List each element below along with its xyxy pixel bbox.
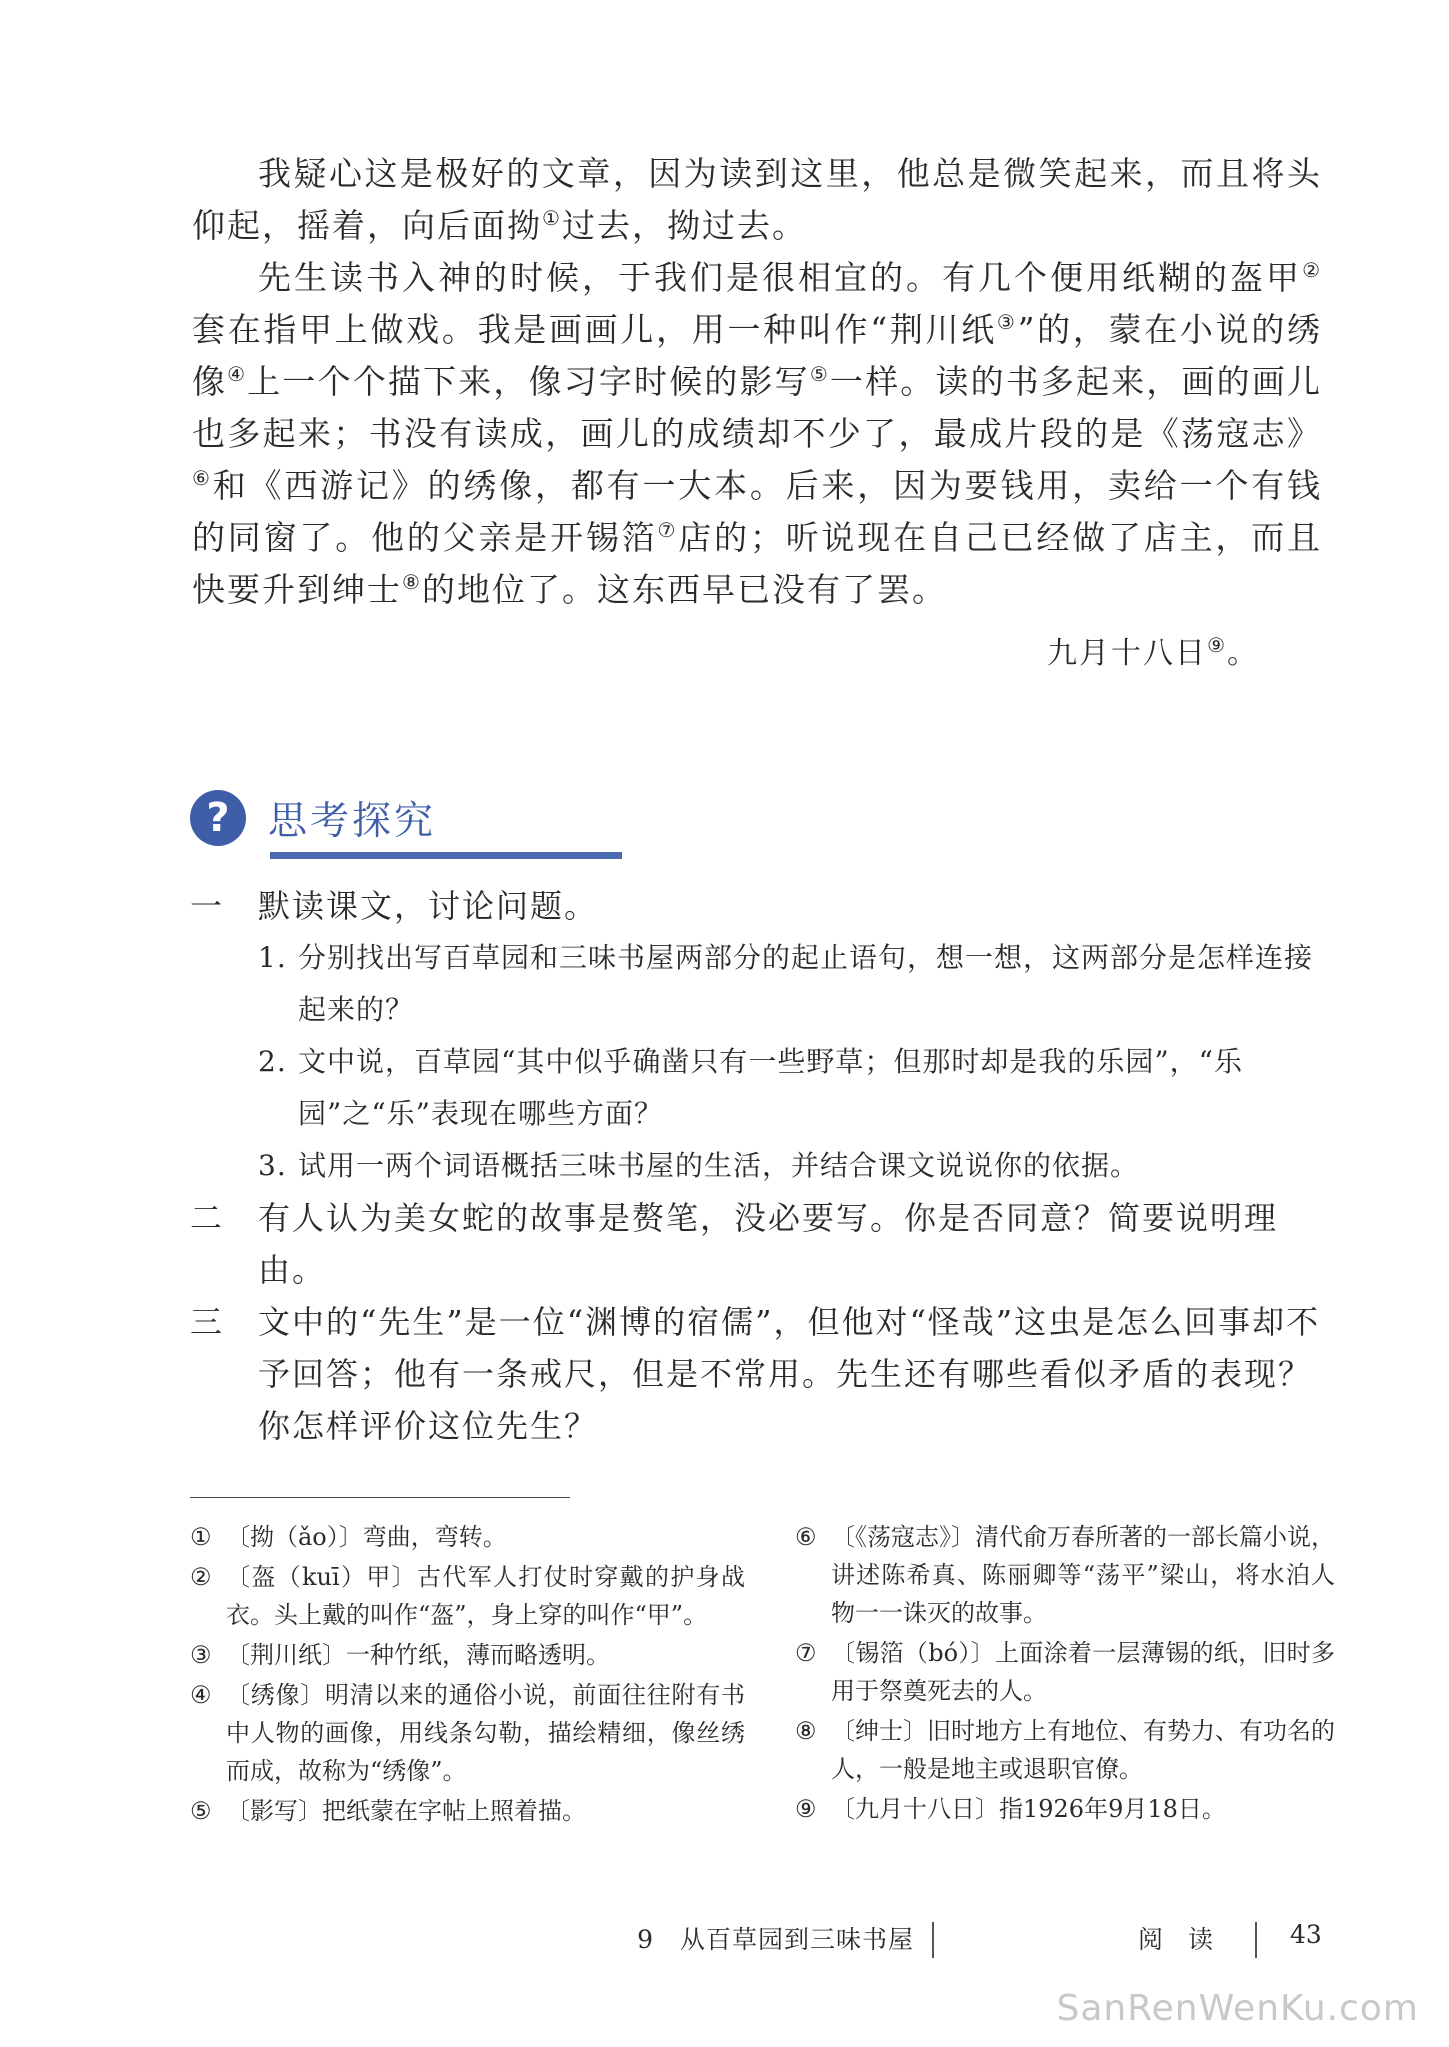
footnote-text: 〔拗（ǎo）〕弯曲，弯转。 xyxy=(226,1523,507,1551)
section-underline xyxy=(270,852,622,859)
footnote-marker[interactable]: ⑤ xyxy=(809,362,830,386)
footnote-text: 〔荆川纸〕一种竹纸，薄而略透明。 xyxy=(226,1641,610,1669)
question-icon: ? xyxy=(190,790,246,846)
footnote xyxy=(795,1712,1335,1788)
footnote-text: 〔绣像〕明清以来的通俗小说，前面往往附有书中人物的画像，用线条勾勒，描绘精细，像丝绣而成，故称为“绣像”。 xyxy=(226,1681,745,1785)
footnote-number: ⑥ xyxy=(795,1523,817,1551)
sub-question xyxy=(190,1140,1330,1192)
text-segment: 套在指甲上做戏。我是画画儿，用一种叫作“荆川纸 xyxy=(192,310,997,349)
text-segment: 先生读书入神的时候，于我们是很相宜的。有几个便用纸糊的盔甲 xyxy=(258,258,1303,297)
question-number: 三 xyxy=(190,1303,225,1341)
footnote-number: ⑨ xyxy=(795,1795,817,1823)
footnote-number: ① xyxy=(190,1523,212,1551)
sub-question-text: 试用一两个词语概括三味书屋的生活，并结合课文说说你的依据。 xyxy=(298,1149,1140,1182)
page-number: 43 xyxy=(1290,1920,1322,1949)
footnote-marker[interactable]: ⑧ xyxy=(402,570,422,594)
footnote-marker[interactable]: ② xyxy=(1302,258,1322,282)
footnote-number: ⑧ xyxy=(795,1717,817,1745)
footnote xyxy=(795,1790,1335,1828)
question-text: 有人认为美女蛇的故事是赘笔，没必要写。你是否同意？简要说明理由。 xyxy=(258,1199,1279,1289)
footnote-text: 〔九月十八日〕指1926年9月18日。 xyxy=(831,1795,1226,1823)
paragraph xyxy=(192,148,1322,252)
footer-separator xyxy=(932,1922,934,1958)
text-segment: 店的；听说现在自己已经做了店主，而且快要升到绅士 xyxy=(192,518,1323,609)
footnote xyxy=(190,1792,745,1830)
date-text: 九月十八日 xyxy=(1047,636,1208,671)
question-number: 二 xyxy=(190,1199,225,1237)
text-segment: 的地位了。这东西早已没有了罢。 xyxy=(421,570,947,609)
sub-question-text: 文中说，百草园“其中似乎确凿只有一些野草；但那时却是我的乐园”，“乐园”之“乐”表现在哪些方面？ xyxy=(298,1045,1243,1130)
footnote-text: 〔锡箔（bó）〕上面涂着一层薄锡的纸，旧时多用于祭奠死去的人。 xyxy=(831,1639,1335,1705)
footnote-divider xyxy=(190,1497,570,1498)
text-segment: 过去，拗过去。 xyxy=(561,206,807,245)
footer-separator xyxy=(1255,1922,1257,1958)
footnote xyxy=(190,1676,745,1790)
footnote-marker[interactable]: ① xyxy=(542,206,562,230)
text-segment: 上一个个描下来，像习字时候的影写 xyxy=(247,362,810,401)
footnote-marker[interactable]: ⑦ xyxy=(657,518,679,542)
text-segment: 我疑心这是极好的文章，因为读到这里，他总是微笑起来，而且将头仰起，摇着，向后面拗 xyxy=(192,154,1322,245)
paragraph xyxy=(192,252,1322,616)
question-item xyxy=(190,880,1330,932)
footnote-number: ⑤ xyxy=(190,1797,212,1825)
question-text: 文中的“先生”是一位“渊博的宿儒”，但他对“怪哉”这虫是怎么回事却不予回答；他有一条戒尺，但是不常用。先生还有哪些看似矛盾的表现？你怎样评价这位先生？ xyxy=(258,1303,1321,1445)
sub-question-number: 3. xyxy=(258,1149,287,1182)
sub-question xyxy=(190,1036,1330,1140)
section-title: 思考探究 xyxy=(268,799,437,844)
footnote-text: 〔影写〕把纸蒙在字帖上照着描。 xyxy=(226,1797,586,1825)
footnotes-right xyxy=(795,1518,1335,1830)
footer-lesson: 9 从百草园到三味书屋 xyxy=(637,1925,914,1954)
footnote-text: 〔盔（kuī）甲〕古代军人打仗时穿戴的护身战衣。头上戴的叫作“盔”，身上穿的叫作“甲”。 xyxy=(226,1563,745,1629)
question-item xyxy=(190,1192,1330,1296)
footnote xyxy=(190,1558,745,1634)
footnote-marker[interactable]: ⑥ xyxy=(192,466,213,490)
sub-question-text: 分别找出写百草园和三味书屋两部分的起止语句，想一想，这两部分是怎样连接起来的？ xyxy=(298,941,1314,1026)
footnote-number: ⑦ xyxy=(795,1639,817,1667)
footnote-number: ③ xyxy=(190,1641,212,1669)
footnote-number: ④ xyxy=(190,1681,212,1709)
text-segment: ”的，蒙在小说的绣像 xyxy=(192,310,1323,401)
footnote-number: ② xyxy=(190,1563,212,1591)
question-item xyxy=(190,1296,1330,1452)
text-segment: 和《西游记》的绣像，都有一大本。后来，因为要钱用，卖给一个有钱的同窗了。他的父亲是开锡箔 xyxy=(192,466,1323,557)
footnote-marker[interactable]: ④ xyxy=(227,362,248,386)
watermark: SanRenWenKu.com xyxy=(1056,1988,1419,2029)
footnote xyxy=(190,1518,745,1556)
footnotes-left xyxy=(190,1518,745,1832)
date-line xyxy=(1047,628,1259,672)
footnote-text: 〔《荡寇志》〕清代俞万春所著的一部长篇小说，讲述陈希真、陈丽卿等“荡平”梁山，将水泊人物一一诛灭的故事。 xyxy=(831,1523,1335,1627)
footnote-marker[interactable]: ③ xyxy=(996,310,1018,334)
footer-section: 阅 读 xyxy=(1138,1925,1214,1954)
footnote-marker[interactable]: ⑨ xyxy=(1207,633,1227,657)
footnote-text: 〔绅士〕旧时地方上有地位、有势力、有功名的人，一般是地主或退职官僚。 xyxy=(831,1717,1335,1783)
footnote xyxy=(190,1636,745,1674)
sub-question-number: 1. xyxy=(258,941,287,974)
question-list xyxy=(190,880,1330,1452)
main-text xyxy=(192,148,1322,616)
sub-question xyxy=(190,932,1330,1036)
footnote xyxy=(795,1518,1335,1632)
text-segment: 一样。读的书多起来，画的画儿也多起来；书没有读成，画儿的成绩却不少了，最成片段的是《荡寇志》 xyxy=(192,362,1323,453)
footnote xyxy=(795,1634,1335,1710)
question-text: 默读课文，讨论问题。 xyxy=(258,887,599,925)
sub-question-number: 2. xyxy=(258,1045,287,1078)
date-end: 。 xyxy=(1227,636,1259,671)
question-number: 一 xyxy=(190,887,225,925)
